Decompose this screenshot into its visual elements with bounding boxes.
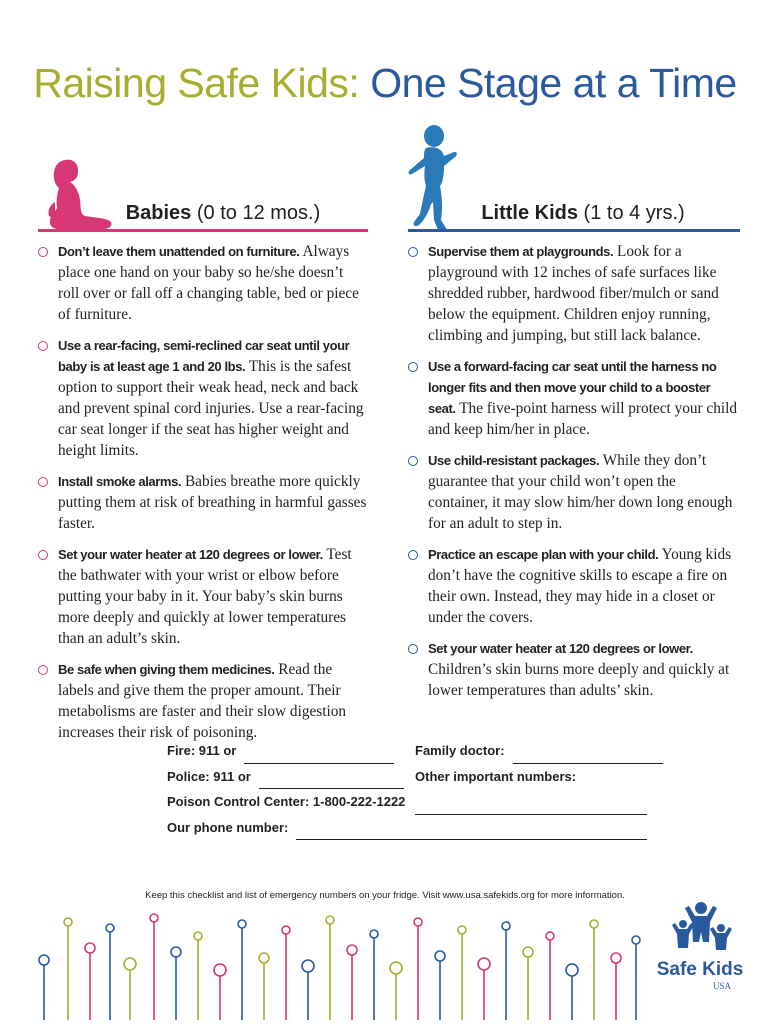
circle-bullet-icon [38, 665, 48, 675]
our-phone-blank-line[interactable] [296, 826, 428, 840]
item-lead: Use a rear-facing, semi-reclined car seat until your baby is at least age 1 and 20 lbs. [58, 338, 350, 374]
emergency-contacts-right [415, 738, 663, 840]
safe-kids-logo [655, 898, 745, 1008]
babies-heading [78, 202, 368, 229]
decorative-swirls-icon [30, 900, 650, 1020]
circle-bullet-icon [408, 247, 418, 257]
doctor-blank-line[interactable] [513, 750, 663, 764]
circle-bullet-icon [38, 341, 48, 351]
item-lead: Practice an escape plan with your child. [428, 547, 659, 562]
circle-bullet-icon [408, 456, 418, 466]
title-part-1: Raising Safe Kids: [33, 60, 360, 106]
other-blank-line-1[interactable] [415, 801, 647, 815]
little-kids-heading-bold: Little Kids [481, 202, 578, 224]
item-text: Read the labels and give them the proper amount. Their metabolisms are faster and their slow digestion increases their risk of poisoning. [58, 661, 347, 741]
title-part-2: One Stage at a Time [370, 60, 737, 106]
doctor-row [415, 738, 663, 764]
item-text: Babies breathe more quickly putting them at risk of breathing in harmful gasses faster. [58, 473, 367, 532]
little-kids-heading-age: (1 to 4 yrs.) [583, 202, 685, 224]
blank-row [415, 815, 663, 841]
safe-kids-figures-icon [655, 898, 745, 958]
list-item [38, 335, 368, 461]
circle-bullet-icon [38, 477, 48, 487]
other-numbers-label: Other important numbers: [415, 768, 577, 784]
logo-wordmark: Safe Kids [656, 959, 744, 980]
circle-bullet-icon [408, 644, 418, 654]
item-text: This is the safest option to support their weak head, neck and back and prevent spinal cord injuries. Use a rear-facing car seat longer if the seat has higher weight and height limits. [58, 358, 364, 459]
logo-sub: USA [712, 981, 731, 991]
circle-bullet-icon [38, 247, 48, 257]
fire-label: Fire: 911 or [167, 743, 237, 758]
item-text: While they don’t guarantee that your child won’t open the container, it may slow him/her down long enough for an adult to step in. [428, 452, 733, 532]
other-blank-line-2[interactable] [415, 826, 647, 840]
little-kids-rule [408, 229, 740, 232]
list-item [38, 471, 368, 534]
circle-bullet-icon [38, 550, 48, 560]
item-text: Always place one hand on your baby so he/she doesn’t roll over or fall off a changing table, bed or piece of furniture. [58, 243, 359, 323]
police-blank-line[interactable] [259, 775, 404, 789]
circle-bullet-icon [408, 550, 418, 560]
list-item [408, 356, 738, 440]
babies-column [38, 202, 368, 753]
page-title [0, 60, 770, 107]
our-phone-row [167, 815, 428, 841]
item-text: The five-point harness will protect your child and keep him/her in place. [428, 400, 738, 438]
item-lead: Be safe when giving them medicines. [58, 662, 275, 677]
list-item [38, 659, 368, 743]
item-text: Look for a playground with 12 inches of safe surfaces like shredded rubber, hardwood fiber/mulch or sand below the equipment. Children enjoy running, climbing and jumping, but still lack balance. [428, 243, 719, 344]
item-lead: Set your water heater at 120 degrees or lower. [428, 641, 693, 656]
item-lead: Use child-resistant packages. [428, 453, 600, 468]
babies-heading-age: (0 to 12 mos.) [196, 202, 321, 224]
emergency-contacts-left [167, 738, 428, 840]
item-lead: Set your water heater at 120 degrees or lower. [58, 547, 323, 562]
little-kids-heading [428, 202, 738, 229]
babies-rule [38, 229, 368, 232]
item-lead: Use a forward-facing car seat until the harness no longer fits and then move your child to a booster seat. [428, 359, 717, 416]
fire-blank-line[interactable] [244, 750, 394, 764]
fire-row [167, 738, 428, 764]
other-numbers-row [415, 764, 663, 790]
list-item [38, 241, 368, 325]
police-row [167, 764, 428, 790]
list-item [38, 544, 368, 649]
family-doctor-label: Family doctor: [415, 743, 505, 758]
item-lead: Supervise them at playgrounds. [428, 244, 614, 259]
footer-note: Keep this checklist and list of emergency numbers on your fridge. Visit www.usa.safekids.org for more information. [145, 890, 625, 901]
poison-control-label: Poison Control Center: 1-800-222-1222 [167, 794, 406, 810]
item-lead: Don’t leave them unattended on furniture. [58, 244, 300, 259]
circle-bullet-icon [408, 362, 418, 372]
list-item [408, 450, 738, 534]
our-phone-label: Our phone number: [167, 819, 289, 835]
little-kids-column [408, 202, 738, 711]
item-lead: Install smoke alarms. [58, 474, 182, 489]
list-item [408, 241, 738, 346]
babies-heading-bold: Babies [125, 202, 192, 224]
list-item [408, 544, 738, 628]
item-text: Children’s skin burns more deeply and quickly at lower temperatures than adults’ skin. [428, 661, 730, 699]
poison-row [167, 789, 428, 815]
list-item [408, 638, 738, 701]
police-label: Police: 911 or [167, 768, 251, 784]
item-text: Test the bathwater with your wrist or elbow before putting your baby in it. Your baby’s skin burns more deeply and quickly at lower temperatures than an adult’s skin. [58, 546, 352, 647]
blank-row [415, 789, 663, 815]
item-text: Young kids don’t have the cognitive skills to escape a fire on their own. Instead, they may hide in a closet or under the covers. [428, 546, 732, 626]
